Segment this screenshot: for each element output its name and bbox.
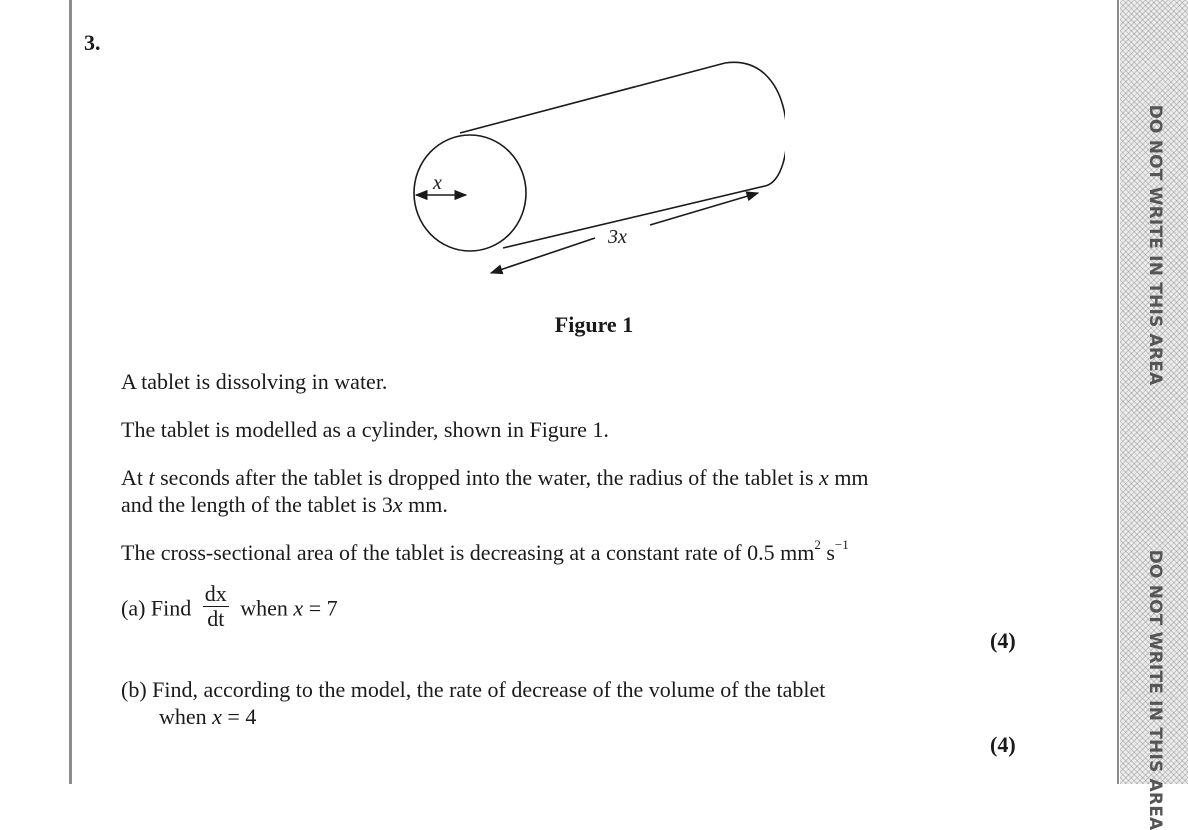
cylinder-top-edge xyxy=(460,63,725,133)
paragraph-variables xyxy=(121,464,1001,518)
left-margin-rule xyxy=(69,0,72,784)
part-b-marks: (4) xyxy=(990,732,1016,757)
paragraph-intro: A tablet is dissolving in water. xyxy=(121,369,388,394)
part-b-when: when xyxy=(159,704,213,729)
length-arrow-left xyxy=(491,238,595,273)
p3-line2-b: mm. xyxy=(402,492,448,517)
cylinder-far-end xyxy=(725,62,785,186)
p3-text-b: seconds after the tablet is dropped into the water, the radius of the tablet is xyxy=(154,465,820,490)
derivative-fraction xyxy=(203,582,229,631)
var-t: t xyxy=(148,465,155,490)
part-b xyxy=(121,676,825,730)
radius-label: x xyxy=(433,172,442,194)
figure-caption xyxy=(0,312,1188,338)
part-a-label: (a) Find xyxy=(121,595,197,621)
cylinder-figure xyxy=(405,60,785,295)
part-a-var: x xyxy=(293,595,304,621)
part-b-value: = 4 xyxy=(221,704,257,729)
margin-warning-label-2: DO NOT WRITE IN THIS AREA xyxy=(1145,549,1165,830)
p4-sup-2: −1 xyxy=(834,536,849,552)
p4-text-b: s xyxy=(820,540,835,565)
margin-warning-label: DO NOT WRITE IN THIS AREA xyxy=(1145,104,1165,386)
fraction-numerator: dx xyxy=(204,581,227,606)
var-x: x xyxy=(819,465,829,490)
part-b-line1: (b) Find, according to the model, the rate of decrease of the volume of the tablet xyxy=(121,677,826,702)
part-b-line2 xyxy=(121,704,256,729)
figure-caption-text: Figure 1 xyxy=(554,312,634,337)
p3-text-a: At xyxy=(121,465,149,490)
var-x-2: x xyxy=(392,492,403,517)
paragraph-model: The tablet is modelled as a cylinder, shown in Figure 1. xyxy=(121,417,609,442)
cylinder-front-face xyxy=(414,135,526,251)
p3-line2-a: and the length of the tablet is 3 xyxy=(121,492,393,517)
right-margin-rule xyxy=(1117,0,1119,784)
cylinder-diagram xyxy=(405,60,785,290)
part-a xyxy=(121,581,338,646)
length-label: 3x xyxy=(608,226,627,248)
question-number: 3. xyxy=(84,30,101,55)
p4-sup-1: 2 xyxy=(814,536,821,552)
paragraph-rate xyxy=(121,536,849,566)
p3-text-c: mm xyxy=(828,465,869,490)
p4-text-a: The cross-sectional area of the tablet is decreasing at a constant rate of 0.5 mm xyxy=(121,540,815,565)
fraction-denominator: dt xyxy=(207,606,225,631)
part-b-var: x xyxy=(212,704,222,729)
part-a-marks: (4) xyxy=(990,628,1016,653)
part-a-when: when xyxy=(234,595,294,621)
cylinder-bottom-edge xyxy=(503,186,765,248)
part-a-value: = 7 xyxy=(303,595,338,621)
